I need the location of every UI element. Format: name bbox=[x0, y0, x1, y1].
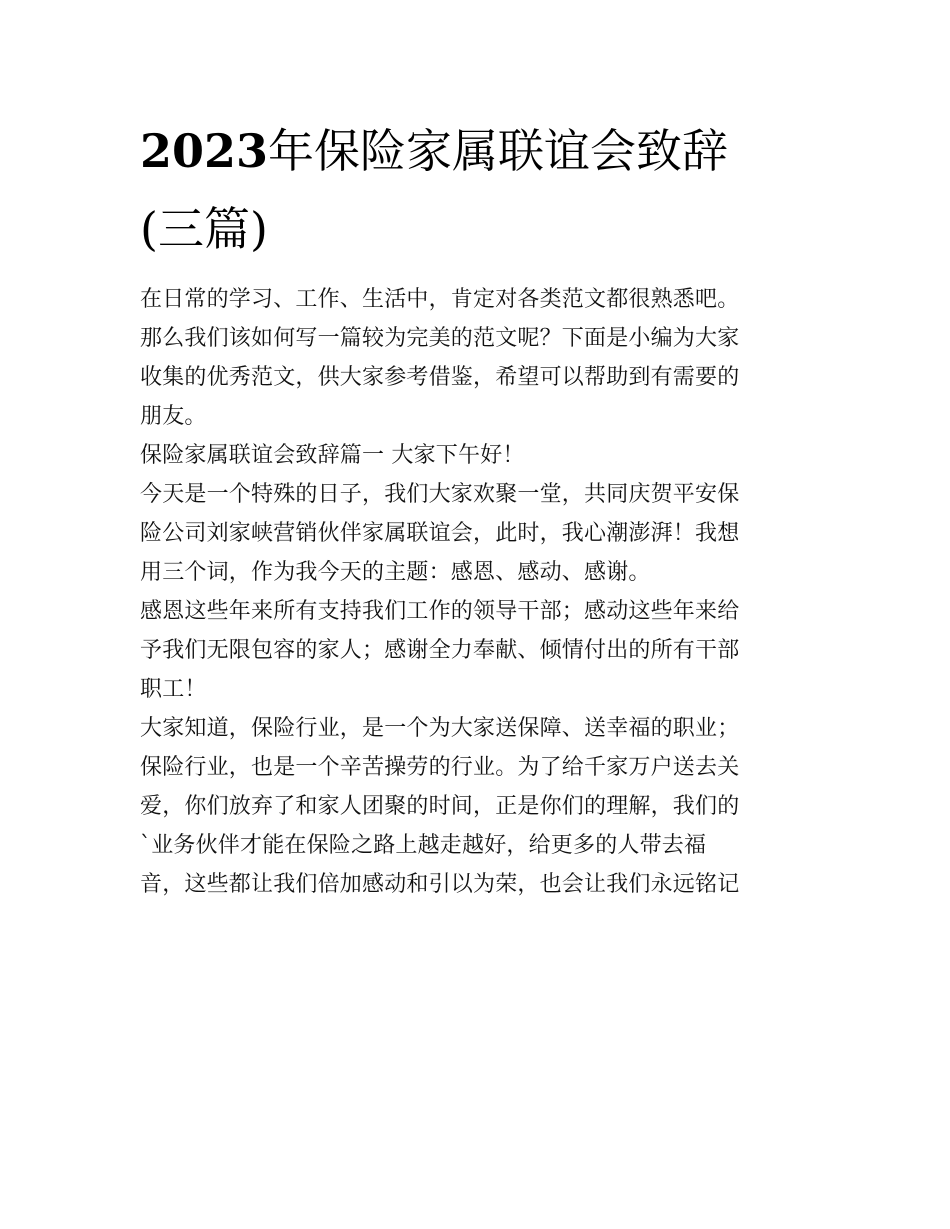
document-body bbox=[140, 280, 816, 904]
text-line: 在日常的学习、工作、生活中，肯定对各类范文都很熟悉吧。 bbox=[140, 287, 740, 312]
text-line: 予我们无限包容的家人；感谢全力奉献、倾情付出的所有干部 bbox=[140, 638, 740, 663]
text-line: 感恩这些年来所有支持我们工作的领导干部；感动这些年来给 bbox=[140, 599, 740, 624]
title-year: 2023 bbox=[140, 124, 269, 178]
text-line: 收集的优秀范文，供大家参考借鉴，希望可以帮助到有需要的 bbox=[140, 365, 740, 390]
text-line: 用三个词，作为我今天的主题：感恩、感动、感谢。 bbox=[140, 560, 651, 585]
document-title bbox=[140, 112, 820, 268]
section-heading-line: 保险家属联谊会致辞篇一 大家下午好！ bbox=[140, 443, 525, 468]
text-line: 那么我们该如何写一篇较为完美的范文呢？下面是小编为大家 bbox=[140, 326, 740, 351]
text-line: 险公司刘家峡营销伙伴家属联谊会，此时，我心潮澎湃！我想 bbox=[140, 521, 740, 546]
text-line: 大家知道，保险行业，是一个为大家送保障、送幸福的职业； bbox=[140, 716, 740, 741]
text-line: 爱，你们放弃了和家人团聚的时间，正是你们的理解，我们的 bbox=[140, 794, 740, 819]
text-line: 今天是一个特殊的日子，我们大家欢聚一堂，共同庆贺平安保 bbox=[140, 482, 740, 507]
text-line: 音，这些都让我们倍加感动和引以为荣，也会让我们永远铭记 bbox=[140, 872, 740, 897]
title-text: 年保险家属联谊会致辞 bbox=[268, 124, 729, 178]
text-line: 职工！ bbox=[140, 677, 207, 702]
text-line: 朋友。 bbox=[140, 404, 207, 429]
title-subtitle: (三篇) bbox=[140, 202, 268, 256]
text-line: `业务伙伴才能在保险之路上越走越好，给更多的人带去福 bbox=[140, 833, 707, 858]
text-line: 保险行业，也是一个辛苦操劳的行业。为了给千家万户送去关 bbox=[140, 755, 740, 780]
